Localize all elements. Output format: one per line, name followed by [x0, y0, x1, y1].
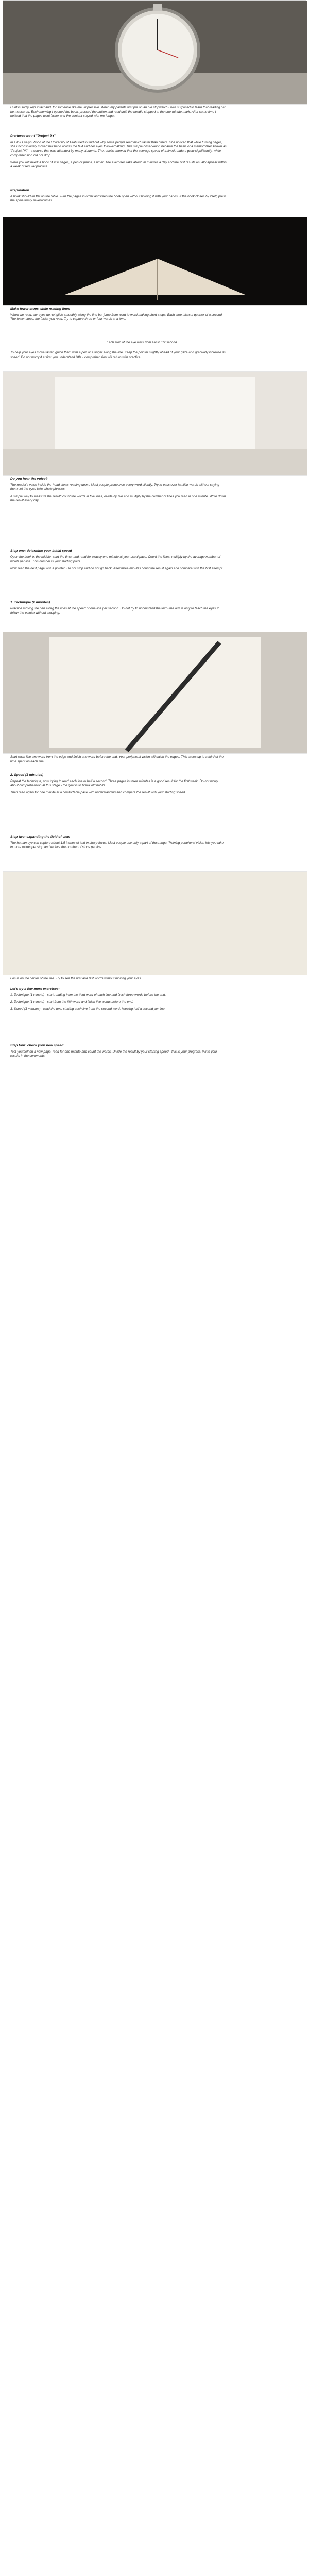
- voice-paragraph-2: A simple way to measure the result: count the words in five lines, divide by five and multiply by the number of lines you read in one minute. Write down the result every day.: [10, 494, 226, 502]
- pen-on-page-image: [3, 632, 307, 753]
- predecessor-paragraph-2: What you will need: a book of 200 pages, a pen or pencil, a timer. The exercises take about 20 minutes a day and the first results usually appear within a week of regular practice.: [10, 160, 227, 168]
- section-step-one: [10, 549, 227, 573]
- heading-check: Step four: check your new speed: [10, 1044, 64, 1047]
- section-guide: [10, 351, 227, 362]
- check-paragraph: Test yourself on a new page: read for one minute and count the words. Divide the result by your starting speed - this is your progress. Write your results in the comments.: [10, 1049, 217, 1058]
- heading-field-of-view: Step two: expanding the field of view: [10, 835, 70, 839]
- voice-paragraph-1: The reader's voice inside the head slows reading down. Most people pronounce every word silently. Try to pass over familiar words without saying them; let the eyes take whole phrases.: [10, 483, 219, 491]
- post-container: [3, 0, 306, 2576]
- section-speed-1: [10, 773, 227, 798]
- section-field-of-view: [10, 835, 227, 853]
- section-focus: [10, 977, 227, 984]
- stop-caption: Each stop of the eye lasts from 1/4 to 1/2 second.: [106, 341, 178, 344]
- step-one-paragraph-2: Now read the next page with a pointer. Do not stop and do not go back. After three minutes count the result again and compare with the first attempt.: [10, 566, 224, 570]
- heading-predecessor: Predecessor of "Project PX": [10, 134, 56, 138]
- preparation-paragraph: A book should lie flat on the table. Turn the pages in order and keep the book open without holding it with your hands. If the book closes by itself, press the spine firmly several times.: [10, 194, 227, 202]
- section-technique-1: [10, 601, 227, 618]
- pen-photo: [3, 632, 307, 754]
- heading-voice: Do you hear the voice?: [10, 477, 48, 481]
- section-exercises: [10, 987, 227, 1014]
- reading-photo: [3, 371, 307, 476]
- focus-paragraph: Focus on the center of the line. Try to see the first and last words without moving your eyes.: [10, 977, 142, 980]
- stopwatch-image: [3, 1, 307, 104]
- section-preparation: [10, 189, 227, 206]
- heading-technique-1: 1. Technique (2 minutes): [10, 601, 50, 604]
- heading-stops: Make fewer stops while reading lines: [10, 307, 70, 311]
- section-edges: [10, 755, 227, 767]
- stopwatch-photo: [3, 1, 307, 105]
- exercise-1: 1. Technique (1 minute) - start reading from the third word of each line and finish three words before the end.: [10, 993, 166, 997]
- open-book-image: [3, 217, 307, 305]
- intro-block: [10, 106, 227, 122]
- step-one-paragraph-1: Open the book in the middle, start the timer and read for exactly one minute at your usual pace. Count the lines, multiply by the average number of words per line. This number is your starting point.: [10, 555, 220, 563]
- predecessor-paragraph-1: In 1959 Evelyn Wood at the University of Utah tried to find out why some people read much faster than others. She noticed that while turning pages, she unconsciously moved her hand across the text and her eyes followed along. This simple observation became the basis of a method later known as "Project PX" - a course that was attended by many students. The results showed that the average speed of trained readers grew significantly, while comprehension did not drop.: [10, 140, 227, 157]
- intro-paragraph: Hunt is sadly kept intact and, for someone like me, impressive. When my parents first put on an old stopwatch I was surprised to learn that reading can be measured. Each morning I opened the book, pressed the button and read until the needle stopped at the one-minute mark. After some time I noticed that the pages went faster and the content stayed with me longer.: [10, 106, 227, 118]
- heading-exercises: Let's try a few more exercises:: [10, 987, 60, 991]
- guide-paragraph: To help your eyes move faster, guide them with a pen or a finger along the line. Keep the pointer slightly ahead of your gaze and gradually increase its speed. Do not worry if at first you understand little - comprehension will return with practice.: [10, 351, 226, 359]
- section-stops: [10, 307, 227, 325]
- section-check: [10, 1044, 227, 1061]
- text-closeup-photo: [3, 871, 307, 975]
- reading-image: [3, 372, 307, 475]
- text-closeup-image: [3, 872, 307, 975]
- book-photo: [3, 217, 307, 306]
- heading-preparation: Preparation: [10, 189, 29, 192]
- heading-speed-1: 2. Speed (3 minutes): [10, 773, 44, 777]
- section-voice: [10, 477, 227, 506]
- field-of-view-paragraph: The human eye can capture about 1.5 inches of text in sharp focus. Most people use only a part of this range. Training peripheral vision lets you take in more words per stop and reduce the number of stops per line.: [10, 841, 224, 849]
- section-predecessor: [10, 134, 227, 172]
- exercise-3: 3. Speed (3 minutes) - read the text, starting each line from the second word, keeping half a second per line.: [10, 1007, 166, 1011]
- speed-1-paragraph-1: Repeat the technique, now trying to read each line in half a second. Three pages in three minutes is a good result for the first week. Do not worry about comprehension at this stage - the goal is to break old habits.: [10, 779, 218, 787]
- exercise-2: 2. Technique (1 minute) - start from the fifth word and finish five words before the end.: [10, 1000, 133, 1004]
- speed-1-paragraph-2: Then read again for one minute at a comfortable pace with understanding and compare the result with your starting speed.: [10, 790, 186, 794]
- technique-1-paragraph: Practice moving the pen along the lines at the speed of one line per second. Do not try to understand the text - the aim is only to teach the eyes to follow the pointer without stopping.: [10, 606, 220, 615]
- stops-paragraph: When we read, our eyes do not glide smoothly along the line but jump from word to word making short stops. Each stop takes a quarter of a second. The fewer stops, the faster you read. Try to capture three or four words at a time.: [10, 313, 223, 321]
- heading-step-one: Step one: determine your initial speed: [10, 549, 72, 553]
- edges-paragraph: Start each line one word from the edge and finish one word before the end. Your peripheral vision will catch the edges. This saves up to a third of the time spent on each line.: [10, 755, 224, 764]
